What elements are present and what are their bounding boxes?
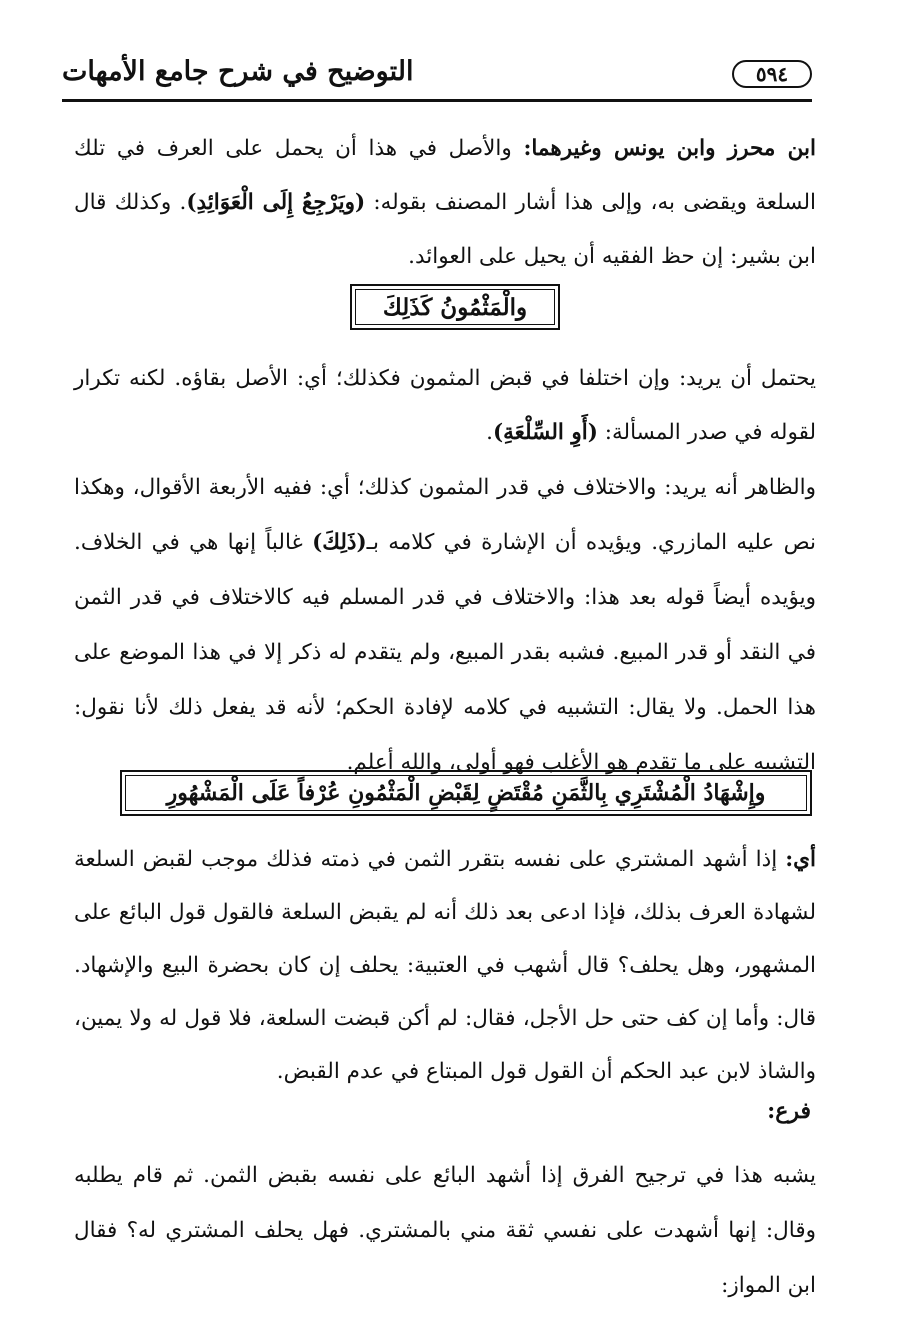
paragraph-1-lead: ابن محرز وابن يونس وغيرهما: xyxy=(523,136,817,161)
paragraph-4-text: إذا أشهد المشتري على نفسه بتقرر الثمن في ذمته فذلك موجب لقبض السلعة لشهادة العرف بذلك، فإذا ادعى بعد ذلك أنه لم يقبض السلعة فالقول قول البائع على المشهور، وهل يحلف؟ قال أشهب في العتبية: يحلف إن كان بحضرة البيع والإشهاد. قال: وأما إن كف حتى حل الأجل، فقال: لم أكن قبضت السلعة، فلا قول له ولا يمين، والشاذ لابن عبد الحكم أن القول قول المبتاع في عدم القبض. xyxy=(74,847,816,1084)
paragraph-4-lead: أي: xyxy=(785,847,816,872)
matn-text-1: والْمَثْمُونُ كَذَلِكَ xyxy=(382,293,528,321)
paragraph-4 xyxy=(74,833,816,1098)
matn-box-1 xyxy=(350,284,560,330)
paragraph-2-text: يحتمل أن يريد: وإن اختلفا في قبض المثمون فكذلك؛ أي: الأصل بقاؤه. لكنه تكرار لقوله في صدر المسألة: xyxy=(74,366,816,445)
paragraph-1-quote: (ويَرْجِعُ إِلَى الْعَوَائِدِ) xyxy=(186,190,366,215)
matn-text-2: وإِشْهَادُ الْمُشْتَرِي بِالثَّمَنِ مُقْتَضٍ لِقَبْضِ الْمَثْمُونِ عُرْفاً عَلَى الْمَشْهُورِ xyxy=(166,780,766,806)
paragraph-3-text-after: غالباً إنها هي في الخلاف. ويؤيده أيضاً قوله بعد هذا: والاختلاف في قدر المسلم فيه كالاختلاف في قدر الثمن في النقد أو قدر المبيع. فشبه بقدر المبيع، ولم يتقدم له ذكر إلا في هذا الموضع على هذا الحمل. ولا يقال: التشبيه في كلامه لإفادة الحكم؛ لأنه قد يفعل ذلك لأنا نقول: التشبيه على ما تقدم هو الأغلب فهو أولى، والله أعلم. xyxy=(74,530,816,775)
far-heading: فرع: xyxy=(767,1098,811,1124)
matn-box-2 xyxy=(120,770,812,816)
paragraph-5-text: يشبه هذا في ترجيح الفرق إذا أشهد البائع على نفسه بقبض الثمن. ثم قام يطلبه وقال: إنها أشهدت على نفسي ثقة مني بالمشتري. فهل يحلف المشتري له؟ فقال ابن المواز: xyxy=(74,1163,816,1298)
paragraph-2 xyxy=(74,352,816,460)
page-number: ٥٩٤ xyxy=(732,60,812,88)
paragraph-1-text: والأصل في هذا أن يحمل على العرف في تلك السلعة ويقضى به، وإلى هذا أشار المصنف بقوله: xyxy=(74,136,817,215)
page-header xyxy=(62,52,812,102)
paragraph-5 xyxy=(74,1148,816,1313)
paragraph-3-text-before: والظاهر أنه يريد: والاختلاف في قدر المثمون كذلك؛ أي: ففيه الأربعة الأقوال، وهكذا نص عليه المازري. ويؤيده أن الإشارة في كلامه بـ xyxy=(74,475,816,555)
paragraph-2-quote: (أَوِ السِّلْعَةِ) xyxy=(492,420,598,445)
paragraph-3 xyxy=(74,460,816,790)
paragraph-2-end: . xyxy=(486,420,493,445)
paragraph-1-text-after: . وكذلك قال ابن بشير: إن حظ الفقيه أن يحيل على العوائد. xyxy=(74,190,816,269)
paragraph-1 xyxy=(74,122,816,284)
paragraph-3-quote: (ذَلِكَ) xyxy=(312,530,367,555)
book-title: التوضيح في شرح جامع الأمهات xyxy=(62,56,414,87)
